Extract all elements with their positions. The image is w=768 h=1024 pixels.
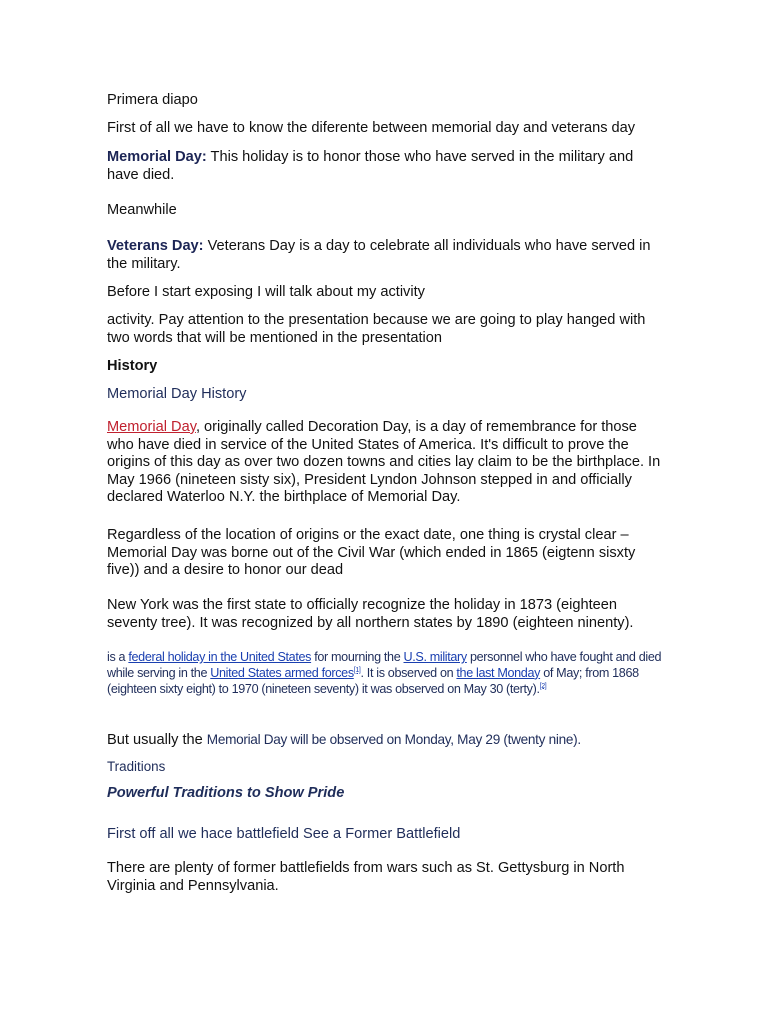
usually-paragraph [107, 731, 667, 750]
new-york-paragraph: New York was the first state to officially recognize the holiday in 1873 (eighteen seventy tree). It was recognized by all northern states by 1890 (eighteen ninenty). [107, 597, 634, 631]
regardless-paragraph: Regardless of the location of origins or the exact date, one thing is crystal clear – Memorial Day was borne out of the Civil War (which ended in 1865 (eigtenn sisxty five)) and a desire to honor our dead [107, 527, 636, 579]
veterans-day-definition [107, 238, 667, 273]
veterans-day-text: Veterans Day is a day to celebrate all individuals who have served in the military. [107, 238, 651, 272]
federal-text-3: personnel who have fought and died while serving in the [107, 650, 662, 680]
federal-text-4: . It is observed on [360, 665, 457, 680]
history-heading: History [107, 358, 158, 374]
memorial-day-link[interactable]: Memorial Day [107, 419, 196, 435]
memorial-day-text: This holiday is to honor those who have served in the military and have died. [107, 149, 634, 183]
history-paragraph [107, 419, 667, 507]
usually-text-2: Memorial Day will be observed on Monday, May 29 (twenty nine). [206, 732, 581, 747]
battlefield-heading: First off all we hace battlefield See a Former Battlefield [107, 826, 461, 842]
federal-holiday-link[interactable]: federal holiday in the United States [128, 650, 312, 664]
before-line: Before I start exposing I will talk about my activity [107, 284, 425, 300]
memorial-day-definition [107, 149, 667, 184]
traditions-label: Traditions [107, 759, 166, 774]
slide-label: Primera diapo [107, 92, 198, 108]
armed-forces-link[interactable]: United States armed forces [210, 665, 354, 680]
federal-text-1: is a [107, 650, 129, 664]
powerful-traditions-heading: Powerful Traditions to Show Pride [107, 785, 345, 801]
memorial-day-history-heading: Memorial Day History [107, 386, 247, 402]
history-paragraph-text: , originally called Decoration Day, is a day of remembrance for those who have died in service of the United States of America. It's difficult to prove the origins of this day as over two dozen towns and cities lay claim to be the birthplace. In May 1966 (nineteen sisty six), President Lyndon Johnson stepped in and officially declared Waterloo N.Y. the birthplace of Memorial Day. [107, 419, 661, 506]
last-monday-link[interactable]: the last Monday [456, 665, 541, 680]
battlefields-paragraph: There are plenty of former battlefields from wars such as St. Gettysburg in North Virginia and Pennsylvania. [107, 860, 625, 894]
citation-2-link[interactable]: [2] [539, 682, 547, 690]
memorial-day-label: Memorial Day: [107, 149, 207, 165]
citation-1-link[interactable]: [1] [353, 666, 361, 674]
veterans-day-label: Veterans Day: [107, 238, 204, 254]
intro-line: First of all we have to know the diferente between memorial day and veterans day [107, 120, 636, 136]
usually-text-1: But usually the [107, 732, 207, 748]
federal-text-2: for mourning the [311, 650, 404, 664]
federal-text-5: of May; from 1868 (eighteen sixty eight) to 1970 (nineteen seventy) it was observed on May 30 (terty). [107, 665, 639, 696]
us-military-link[interactable]: U.S. military [403, 650, 467, 664]
federal-holiday-paragraph [107, 650, 667, 697]
activity-paragraph: activity. Pay attention to the presentation because we are going to play hanged with two words that will be mentioned in the presentation [107, 312, 646, 346]
meanwhile-line: Meanwhile [107, 202, 177, 218]
